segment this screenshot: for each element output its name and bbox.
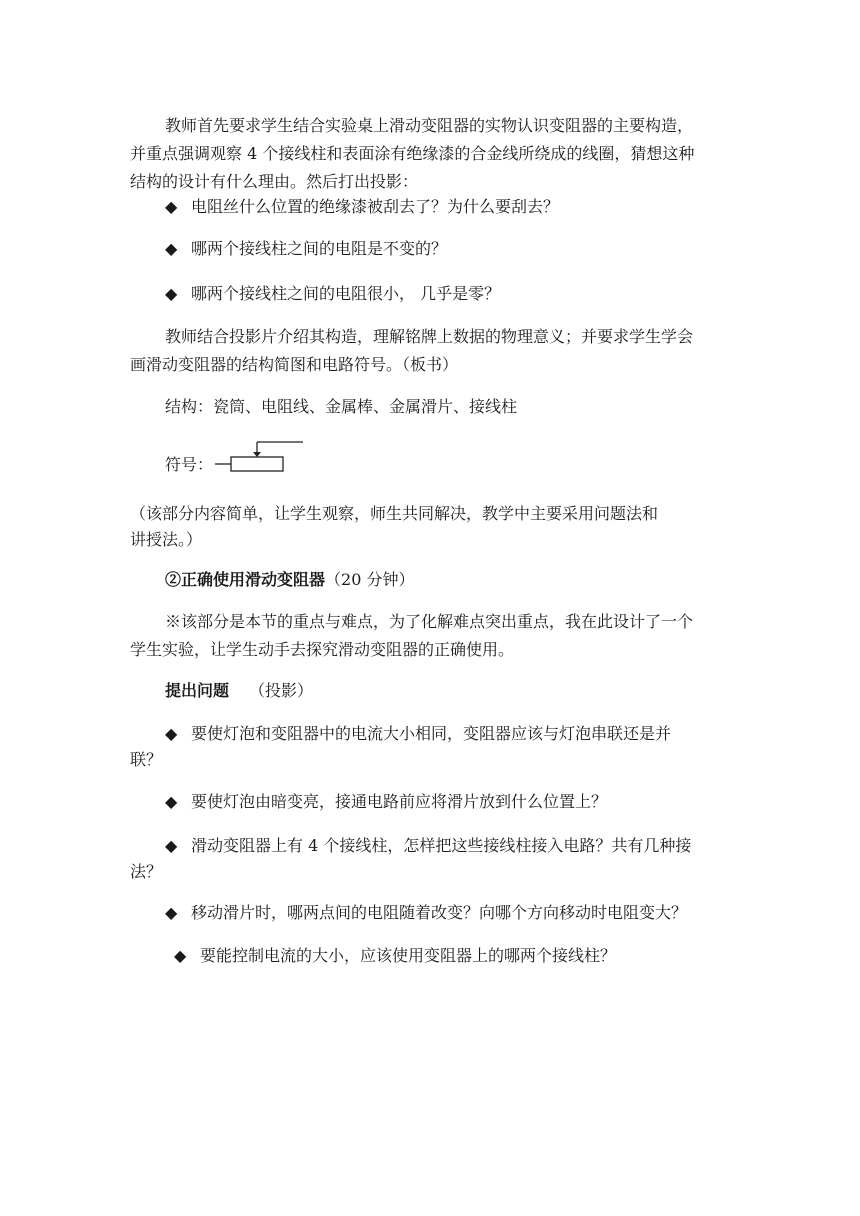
focus-line-2: 学生实验，让学生动手去探究滑动变阻器的正确使用。 [130,640,515,659]
bullet-diamond-icon: ◆ [165,836,178,855]
note-line-1: （该部分内容简单，让学生观察，师生共同解决，教学中主要采用问题法和 [130,504,659,523]
ask-note: （投影） [249,681,314,700]
task-question-3-cont: 法？ [130,862,163,881]
question-3 [165,280,500,308]
question-text: 要能控制电流的大小，应该使用变阻器上的哪两个接线柱？ [200,946,617,965]
bullet-diamond-icon: ◆ [165,903,178,922]
bullet-diamond-icon: ◆ [165,724,178,743]
bullet-diamond-icon: ◆ [165,197,178,216]
task-question-4 [165,899,687,927]
bullet-diamond-icon: ◆ [165,284,178,303]
question-text: 要使灯泡和变阻器中的电流大小相同，变阻器应该与灯泡串联还是并 [191,724,672,743]
ask-heading [165,677,313,705]
question-2 [165,235,447,263]
section-duration: （20 分钟） [325,570,415,589]
bullet-diamond-icon: ◆ [174,946,187,965]
question-text: 移动滑片时，哪两点间的电阻随着改变？向哪个方向移动时电阻变大？ [191,903,688,922]
focus-line-1: ※该部分是本节的重点与难点，为了化解难点突出重点，我在此设计了一个 [165,612,694,631]
task-question-3 [165,832,691,860]
intro-line-1: 教师首先要求学生结合实验桌上滑动变阻器的实物认识变阻器的主要构造， [165,116,694,135]
question-text: 滑动变阻器上有 4 个接线柱，怎样把这些接线柱接入电路？共有几种接 [191,836,692,855]
question-1 [165,193,559,221]
task-question-5 [174,942,616,970]
intro-line-2: 并重点强调观察 4 个接线柱和表面涂有绝缘漆的合金线所绕成的线圈，猜想这种 [130,144,695,163]
bullet-diamond-icon: ◆ [165,792,178,811]
para2-line-1: 教师结合投影片介绍其构造，理解铭牌上数据的物理意义；并要求学生学会 [165,327,694,346]
question-text: 电阻丝什么位置的绝缘漆被刮去了？为什么要刮去？ [191,197,560,216]
structure-line: 结构：瓷筒、电阻线、金属棒、金属滑片、接线柱 [165,397,518,416]
section-heading [165,566,414,594]
task-question-2 [165,788,607,816]
task-question-1 [165,720,671,748]
intro-line-3: 结构的设计有什么理由。然后打出投影： [130,172,419,191]
question-text: 哪两个接线柱之间的电阻是不变的？ [191,239,448,258]
symbol-label: 符号： [165,455,214,474]
rheostat-symbol-icon [215,440,305,476]
bullet-diamond-icon: ◆ [165,239,178,258]
question-text: 哪两个接线柱之间的电阻很小， 几乎是零？ [191,284,501,303]
section-title: ②正确使用滑动变阻器 [165,570,326,589]
question-text: 要使灯泡由暗变亮，接通电路前应将滑片放到什么位置上？ [191,792,608,811]
ask-title: 提出问题 [165,681,230,700]
task-question-1-cont: 联？ [130,750,163,769]
para2-line-2: 画滑动变阻器的结构简图和电路符号。（板书） [130,355,459,374]
note-line-2: 讲授法。） [130,530,203,549]
